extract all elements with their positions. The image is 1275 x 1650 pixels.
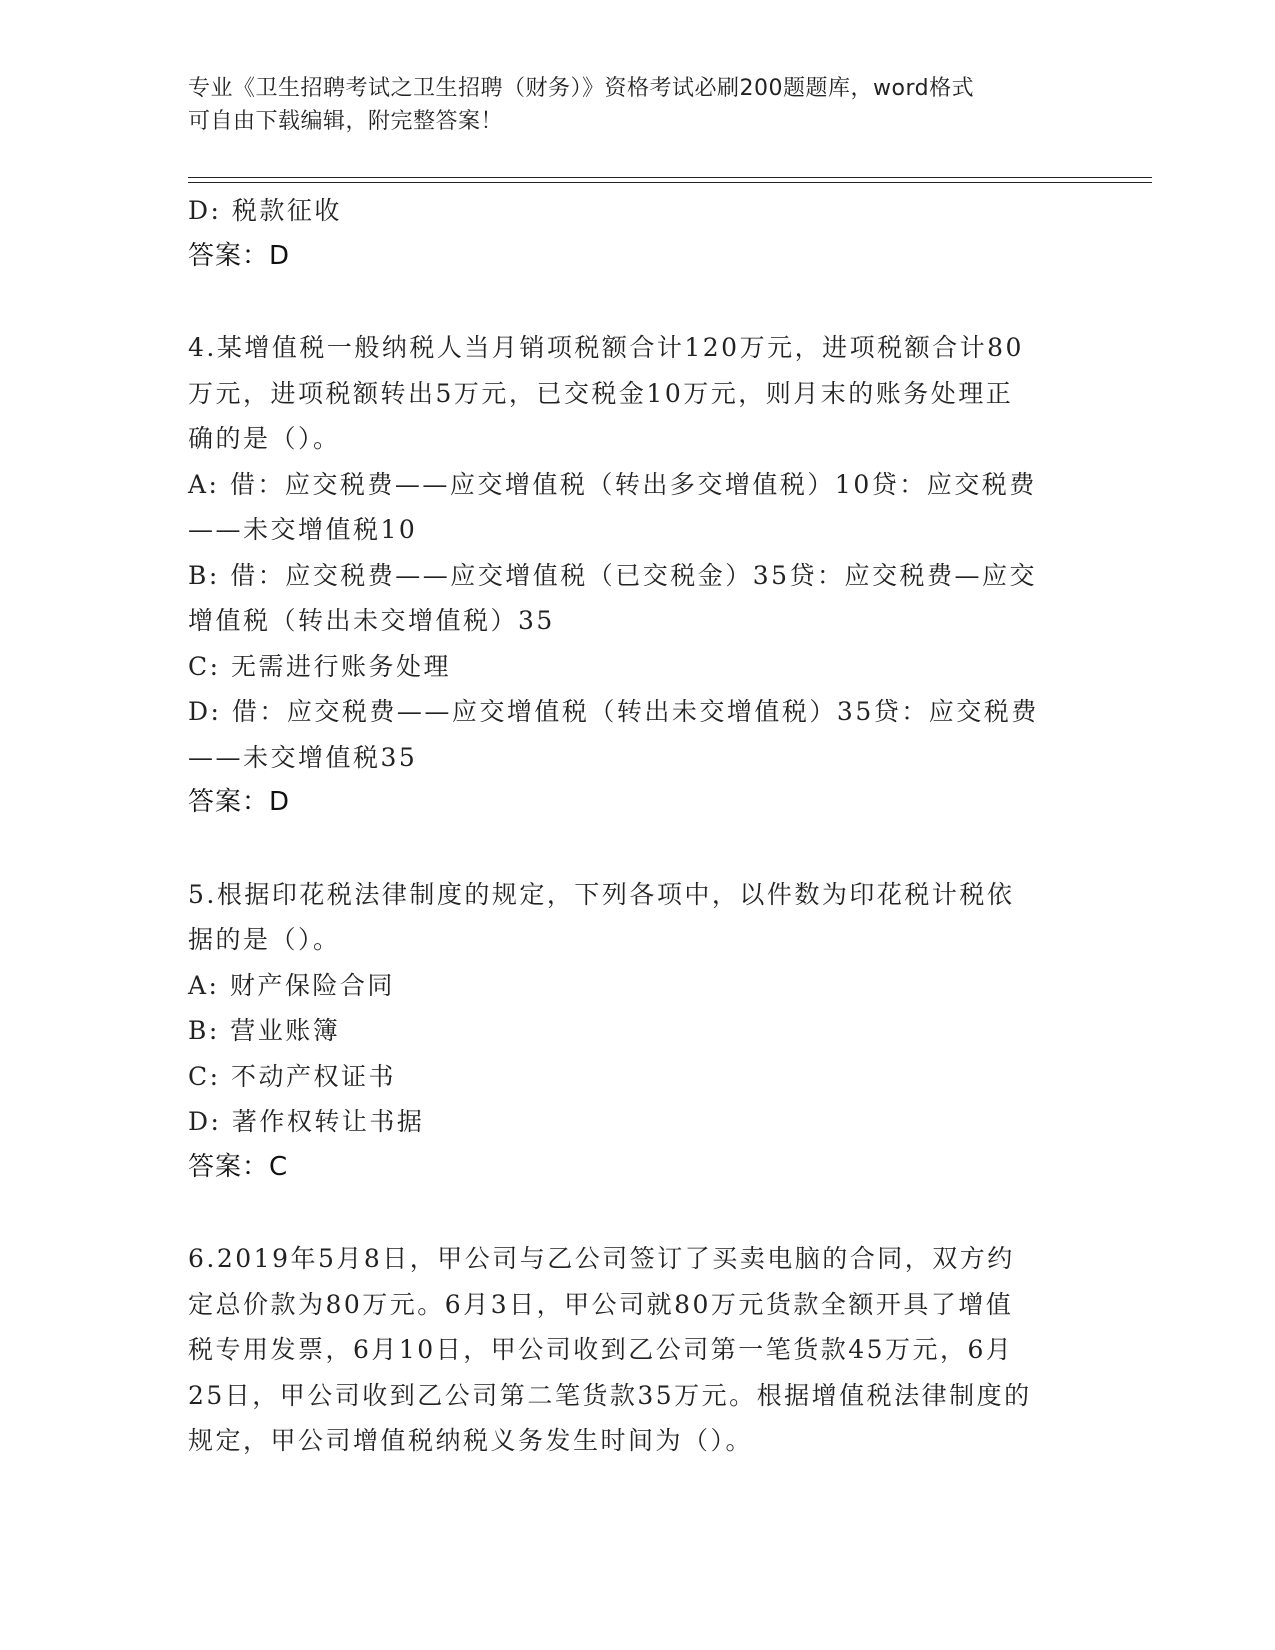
answer-line: 答案：D bbox=[188, 787, 291, 817]
header-line-2: 可自由下载编辑，附完整答案！ bbox=[188, 109, 504, 134]
option-c: C: 不动产权证书 bbox=[188, 1061, 396, 1091]
option-d: D: 借：应交税费——应交增值税（转出未交增值税）35贷：应交税费 bbox=[188, 697, 1039, 726]
option-a: A: 借：应交税费——应交增值税（转出多交增值税）10贷：应交税费 bbox=[188, 469, 1037, 499]
header-divider-top bbox=[188, 177, 1152, 178]
question-stem-line: 万元，进项税额转出5万元，已交税金10万元，则月末的账务处理正 bbox=[188, 378, 1014, 408]
question-stem-line: 税专用发票，6月10日，甲公司收到乙公司第一笔货款45万元，6月 bbox=[188, 1335, 1014, 1364]
question-stem-line: 4.某增值税一般纳税人当月销项税额合计120万元，进项税额合计80 bbox=[188, 333, 1024, 362]
page-header bbox=[188, 72, 1088, 138]
option-d: D: 著作权转让书据 bbox=[188, 1107, 425, 1136]
question-6 bbox=[188, 1236, 1088, 1464]
question-stem-line: 6.2019年5月8日，甲公司与乙公司签订了买卖电脑的合同，双方约 bbox=[188, 1244, 1015, 1273]
question-4 bbox=[188, 325, 1088, 826]
question-stem-line: 5.根据印花税法律制度的规定，下列各项中，以件数为印花税计税依 bbox=[188, 879, 1015, 909]
question-5 bbox=[188, 872, 1088, 1191]
option-b: B: 营业账簿 bbox=[188, 1016, 341, 1045]
answer-line: 答案：D bbox=[188, 240, 291, 271]
header-line-1: 专业《卫生招聘考试之卫生招聘（财务）》资格考试必刷200题题库，word格式 bbox=[188, 76, 975, 101]
option-b: B: 借：应交税费——应交增值税（已交税金）35贷：应交税费—应交 bbox=[188, 560, 1038, 590]
option-c: C: 无需进行账务处理 bbox=[188, 651, 451, 681]
option-d-continued: ——未交增值税35 bbox=[188, 742, 418, 772]
question-stem-line: 规定，甲公司增值税纳税义务发生时间为（）。 bbox=[188, 1426, 754, 1455]
document-body bbox=[188, 188, 1088, 1464]
option-a: A: 财产保险合同 bbox=[188, 970, 395, 1000]
question-stem-line: 定总价款为80万元。6月3日，甲公司就80万元货款全额开具了增值 bbox=[188, 1289, 1014, 1319]
option-a-continued: ——未交增值税10 bbox=[188, 515, 418, 544]
question-stem-line: 确的是（）。 bbox=[188, 424, 341, 453]
header-divider-bottom bbox=[188, 182, 1152, 183]
previous-question-tail bbox=[188, 188, 1088, 279]
option-d: D: 税款征收 bbox=[188, 196, 342, 225]
question-stem-line: 据的是（）。 bbox=[188, 925, 341, 954]
option-b-continued: 增值税（转出未交增值税）35 bbox=[188, 606, 555, 635]
question-stem-line: 25日，甲公司收到乙公司第二笔货款35万元。根据增值税法律制度的 bbox=[188, 1380, 1032, 1410]
answer-line: 答案：C bbox=[188, 1151, 289, 1182]
